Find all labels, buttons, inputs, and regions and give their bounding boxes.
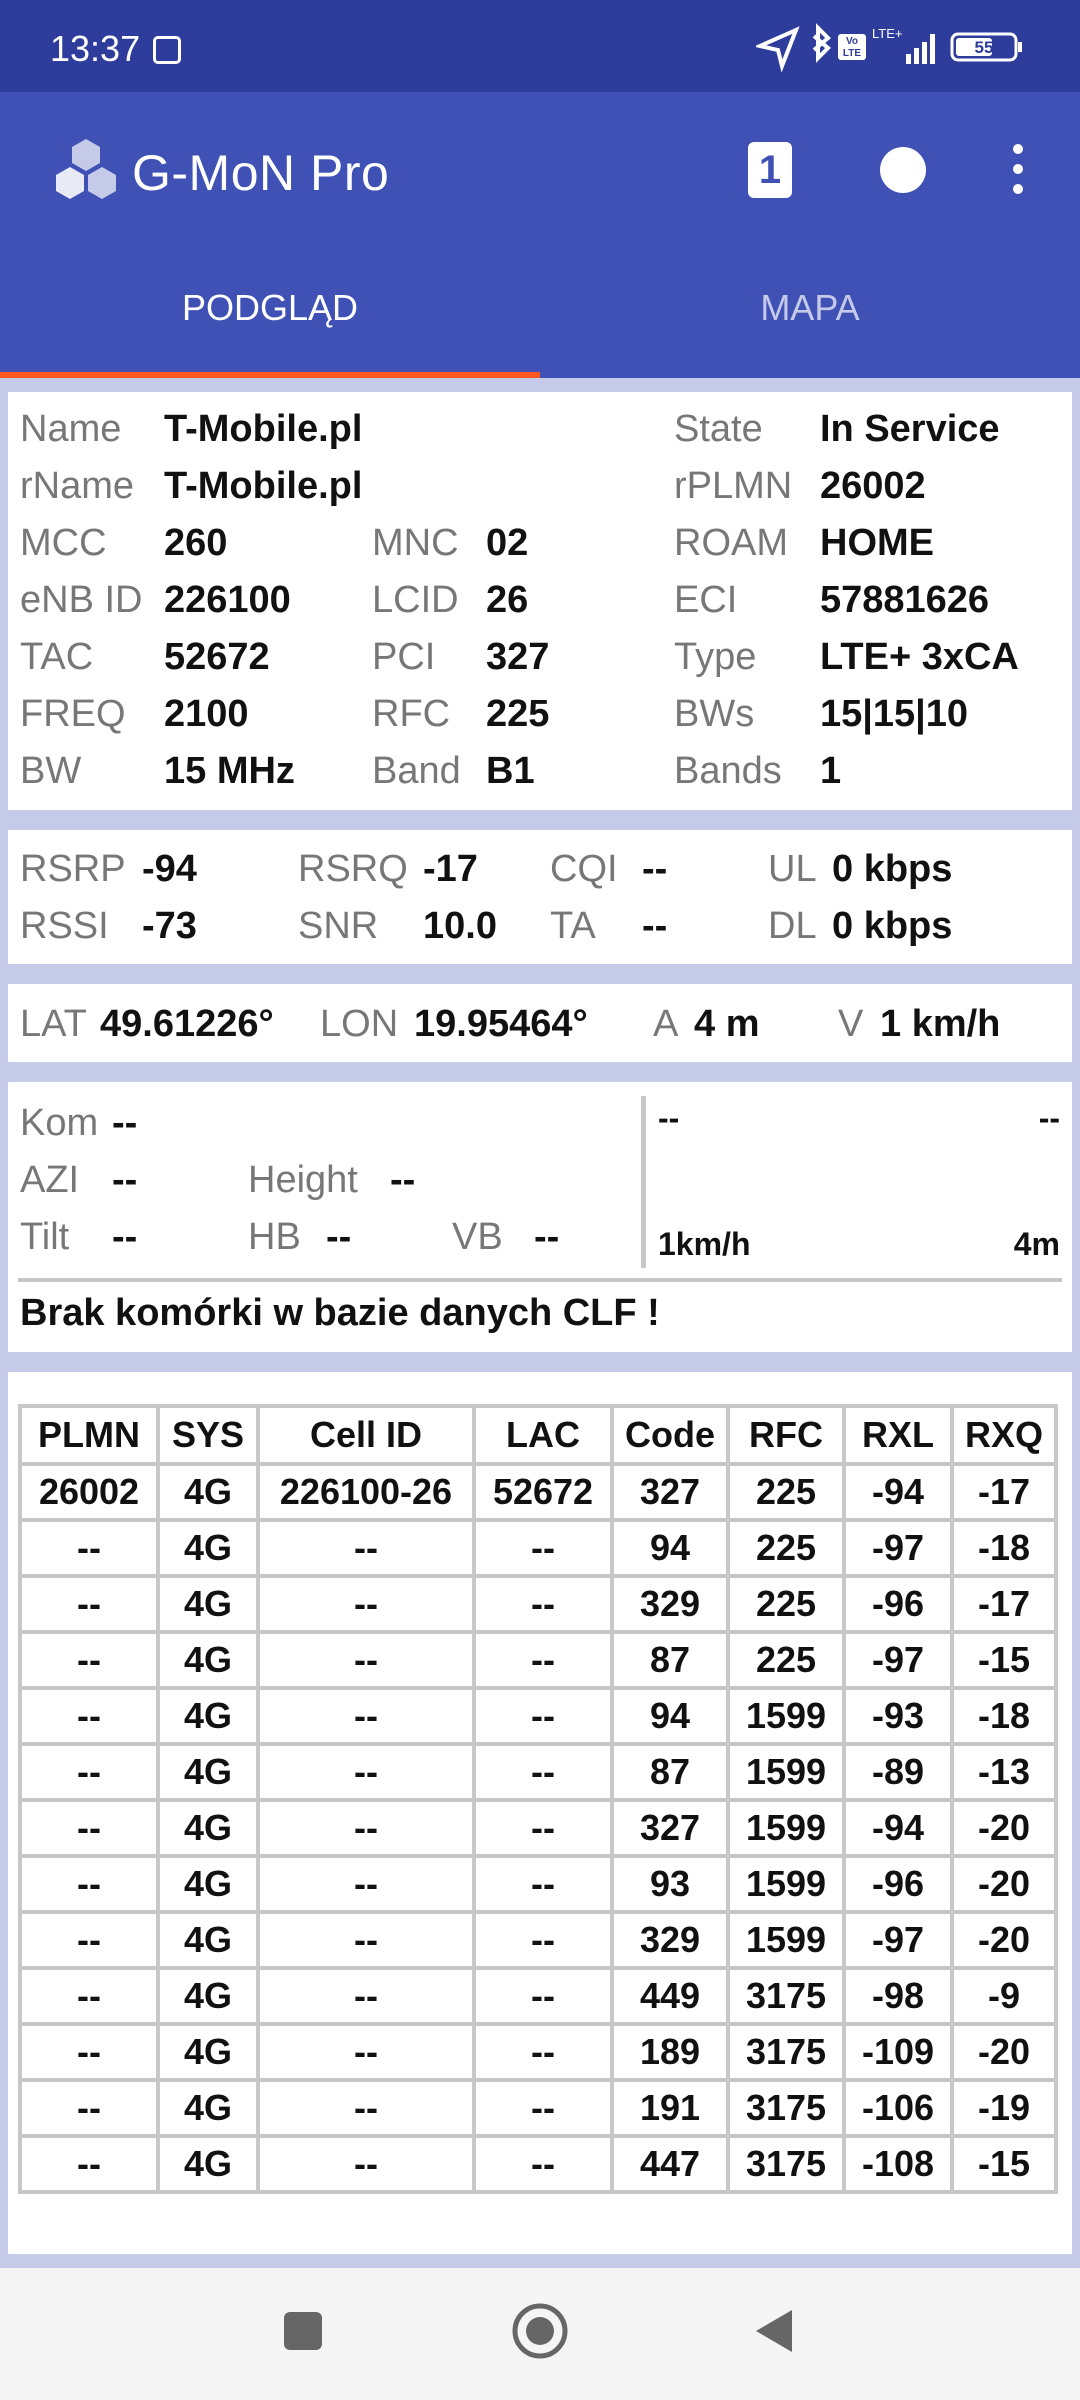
ta-label: TA (550, 905, 596, 947)
app-logo-icon (52, 137, 120, 205)
lat-value: 49.61226° (100, 1003, 274, 1045)
table-cell: -97 (844, 1912, 952, 1968)
cqi-value: -- (642, 848, 668, 890)
bands-value: 1 (820, 750, 842, 792)
table-cell: -- (474, 1576, 612, 1632)
col-sys: SYS (158, 1406, 258, 1464)
table-cell: -- (474, 1968, 612, 2024)
table-cell: -- (20, 2080, 158, 2136)
name-value: T-Mobile.pl (164, 408, 363, 450)
table-row (20, 1744, 1056, 1800)
band-value: B1 (486, 750, 535, 792)
bws-value: 15|15|10 (820, 693, 969, 735)
table-cell: 226100-26 (258, 1464, 474, 1520)
table-cell: -18 (952, 1688, 1056, 1744)
table-cell: -13 (952, 1744, 1056, 1800)
table-cell: -20 (952, 1800, 1056, 1856)
table-cell: -98 (844, 1968, 952, 2024)
table-cell: -97 (844, 1520, 952, 1576)
recents-icon[interactable] (284, 2312, 322, 2350)
table-row (20, 1688, 1056, 1744)
table-cell: -- (258, 1856, 474, 1912)
table-cell: 93 (612, 1856, 728, 1912)
tac-value: 52672 (164, 636, 270, 678)
state-label: State (674, 408, 763, 450)
table-cell: -- (474, 1912, 612, 1968)
mcc-label: MCC (20, 522, 107, 564)
col-cell-id: Cell ID (258, 1406, 474, 1464)
table-cell: 1599 (728, 1912, 844, 1968)
table-cell: 94 (612, 1520, 728, 1576)
table-cell: -- (20, 1856, 158, 1912)
table-cell: -17 (952, 1576, 1056, 1632)
table-cell: -- (258, 1520, 474, 1576)
col-rxq: RXQ (952, 1406, 1056, 1464)
lcid-value: 26 (486, 579, 529, 621)
col-plmn: PLMN (20, 1406, 158, 1464)
table-cell: -- (258, 1800, 474, 1856)
table-cell: -- (474, 2024, 612, 2080)
table-row (20, 1632, 1056, 1688)
bands-label: Bands (674, 750, 782, 792)
record-icon[interactable] (880, 147, 926, 193)
height-value: -- (390, 1159, 416, 1201)
table-cell: -109 (844, 2024, 952, 2080)
table-cell: 4G (158, 1744, 258, 1800)
table-cell: 4G (158, 1632, 258, 1688)
table-cell: -- (20, 2136, 158, 2192)
table-cell: 327 (612, 1464, 728, 1520)
table-cell: 1599 (728, 1800, 844, 1856)
rfc-value: 225 (486, 693, 550, 735)
svg-text:Vo: Vo (845, 36, 859, 47)
bw-value: 15 MHz (164, 750, 295, 792)
table-cell: -93 (844, 1688, 952, 1744)
ta-value: -- (642, 905, 668, 947)
neighbor-table (18, 1404, 1058, 2194)
table-cell: -- (20, 1800, 158, 1856)
eci-value: 57881626 (820, 579, 990, 621)
sim-select-icon[interactable]: 1 (748, 142, 792, 198)
azi-label: AZI (20, 1159, 80, 1201)
table-cell: -- (258, 1632, 474, 1688)
status-icons (756, 22, 1056, 72)
table-cell: 225 (728, 1464, 844, 1520)
table-cell: -- (474, 1632, 612, 1688)
table-cell: -- (258, 1912, 474, 1968)
table-cell: -- (20, 1632, 158, 1688)
dl-value: 0 kbps (832, 905, 953, 947)
app-title: G-MoN Pro (132, 145, 390, 201)
snr-label: SNR (298, 905, 379, 947)
table-cell: 329 (612, 1912, 728, 1968)
roam-value: HOME (820, 522, 934, 564)
height-label: Height (248, 1159, 358, 1201)
table-cell: -20 (952, 2024, 1056, 2080)
table-row (20, 1520, 1056, 1576)
table-cell: 1599 (728, 1856, 844, 1912)
table-cell: 4G (158, 2080, 258, 2136)
graph-top-left: -- (658, 1100, 680, 1136)
roam-label: ROAM (674, 522, 788, 564)
bws-label: BWs (674, 693, 755, 735)
speed-label: V (838, 1003, 864, 1045)
table-cell: -- (474, 1744, 612, 1800)
mnc-label: MNC (372, 522, 459, 564)
cqi-label: CQI (550, 848, 618, 890)
table-row (20, 1968, 1056, 2024)
table-row (20, 2080, 1056, 2136)
rplmn-value: 26002 (820, 465, 926, 507)
col-rfc: RFC (728, 1406, 844, 1464)
rssi-value: -73 (142, 905, 197, 947)
svg-text:LTE: LTE (842, 48, 862, 59)
table-cell: -17 (952, 1464, 1056, 1520)
table-row (20, 1464, 1056, 1520)
table-cell: 94 (612, 1688, 728, 1744)
dl-label: DL (768, 905, 817, 947)
pci-label: PCI (372, 636, 436, 678)
svg-text:LTE+: LTE+ (872, 26, 903, 41)
table-cell: 327 (612, 1800, 728, 1856)
rsrq-value: -17 (423, 848, 478, 890)
status-time: 13:37 (50, 28, 141, 69)
svg-text:55: 55 (974, 38, 994, 57)
col-lac: LAC (474, 1406, 612, 1464)
navigation-bar (0, 2268, 1080, 2400)
table-cell: 4G (158, 2136, 258, 2192)
table-cell: 225 (728, 1632, 844, 1688)
table-cell: 329 (612, 1576, 728, 1632)
location-card (8, 984, 1072, 1062)
table-cell: -89 (844, 1744, 952, 1800)
table-row (20, 1800, 1056, 1856)
table-cell: 4G (158, 1464, 258, 1520)
table-cell: -96 (844, 1576, 952, 1632)
table-cell: -- (20, 1576, 158, 1632)
kom-value: -- (112, 1102, 138, 1144)
lon-label: LON (320, 1003, 399, 1045)
table-cell: -94 (844, 1464, 952, 1520)
pci-value: 327 (486, 636, 550, 678)
lon-value: 19.95464° (414, 1003, 588, 1045)
table-cell: 3175 (728, 2080, 844, 2136)
table-cell: -- (258, 1688, 474, 1744)
mcc-value: 260 (164, 522, 228, 564)
table-cell: 4G (158, 1912, 258, 1968)
hb-value: -- (326, 1216, 352, 1258)
table-cell: 3175 (728, 2024, 844, 2080)
tab-mapa[interactable]: MAPA (760, 287, 860, 328)
name-label: Name (20, 408, 122, 450)
back-icon[interactable] (752, 2306, 796, 2356)
battery-icon (952, 34, 1022, 60)
tab-podglad[interactable]: PODGLĄD (181, 287, 359, 328)
tilt-value: -- (112, 1216, 138, 1258)
table-cell: -- (20, 2024, 158, 2080)
kom-label: Kom (20, 1102, 99, 1144)
rsrp-value: -94 (142, 848, 197, 890)
table-cell: 4G (158, 2024, 258, 2080)
table-cell: -19 (952, 2080, 1056, 2136)
table-cell: -- (20, 1688, 158, 1744)
table-cell: -108 (844, 2136, 952, 2192)
app-bar (0, 92, 1080, 378)
vb-value: -- (534, 1216, 560, 1258)
altitude-label: A (653, 1003, 679, 1045)
type-label: Type (674, 636, 757, 678)
location-icon (760, 30, 796, 66)
table-cell: -94 (844, 1800, 952, 1856)
table-cell: -- (474, 1800, 612, 1856)
hb-label: HB (248, 1216, 301, 1258)
freq-label: FREQ (20, 693, 126, 735)
table-cell: -- (474, 2080, 612, 2136)
table-cell: -- (258, 1968, 474, 2024)
table-cell: -- (258, 1576, 474, 1632)
tab-indicator (0, 372, 540, 378)
table-cell: 1599 (728, 1688, 844, 1744)
table-cell: -- (258, 2024, 474, 2080)
table-cell: 4G (158, 1520, 258, 1576)
home-icon[interactable] (510, 2301, 570, 2361)
table-cell: -- (258, 2136, 474, 2192)
eci-label: ECI (674, 579, 738, 621)
tilt-label: Tilt (20, 1216, 70, 1258)
table-cell: 4G (158, 1968, 258, 2024)
table-row (20, 2024, 1056, 2080)
table-cell: -- (20, 1744, 158, 1800)
table-cell: 225 (728, 1520, 844, 1576)
enb-value: 226100 (164, 579, 291, 621)
ul-label: UL (768, 848, 817, 890)
table-cell: -96 (844, 1856, 952, 1912)
freq-value: 2100 (164, 693, 249, 735)
ul-value: 0 kbps (832, 848, 953, 890)
table-cell: -- (258, 2080, 474, 2136)
table-cell: 191 (612, 2080, 728, 2136)
cell-info-card (8, 392, 1072, 810)
table-cell: 3175 (728, 1968, 844, 2024)
notification-icon (153, 36, 181, 64)
table-cell: -- (474, 1688, 612, 1744)
state-value: In Service (820, 408, 1000, 450)
table-cell: -- (258, 1744, 474, 1800)
table-cell: 26002 (20, 1464, 158, 1520)
table-row (20, 1912, 1056, 1968)
graph-bottom-right: 4m (1013, 1226, 1060, 1262)
table-cell: 449 (612, 1968, 728, 2024)
status-bar (0, 0, 1080, 92)
lat-label: LAT (20, 1003, 87, 1045)
speed-value: 1 km/h (880, 1003, 1001, 1045)
table-cell: -- (20, 1968, 158, 2024)
table-cell: 52672 (474, 1464, 612, 1520)
bw-label: BW (20, 750, 82, 792)
band-label: Band (372, 750, 461, 792)
rplmn-label: rPLMN (674, 465, 793, 507)
table-cell: -18 (952, 1520, 1056, 1576)
table-cell: 4G (158, 1688, 258, 1744)
table-cell: -15 (952, 1632, 1056, 1688)
graph-top-right: -- (1038, 1100, 1060, 1136)
table-row (20, 2136, 1056, 2192)
table-cell: -- (474, 2136, 612, 2192)
site-card (8, 1082, 1072, 1352)
azi-value: -- (112, 1159, 138, 1201)
table-cell: -106 (844, 2080, 952, 2136)
table-cell: -- (20, 1912, 158, 1968)
table-header (20, 1406, 1056, 1464)
bluetooth-icon (814, 28, 828, 58)
table-cell: 87 (612, 1632, 728, 1688)
vb-label: VB (452, 1216, 503, 1258)
signal-card (8, 830, 1072, 964)
lcid-label: LCID (372, 579, 459, 621)
snr-value: 10.0 (423, 905, 497, 947)
table-row (20, 1856, 1056, 1912)
rname-label: rName (20, 465, 135, 507)
rssi-label: RSSI (20, 905, 109, 947)
divider (18, 1278, 1062, 1282)
table-cell: 447 (612, 2136, 728, 2192)
table-cell: -15 (952, 2136, 1056, 2192)
signal-icon (906, 34, 935, 64)
table-cell: 87 (612, 1744, 728, 1800)
rname-value: T-Mobile.pl (164, 465, 363, 507)
enb-label: eNB ID (20, 579, 143, 621)
altitude-value: 4 m (694, 1003, 760, 1045)
graph-bottom-left: 1km/h (658, 1226, 751, 1262)
table-cell: 4G (158, 1856, 258, 1912)
table-cell: 189 (612, 2024, 728, 2080)
table-cell: -- (474, 1856, 612, 1912)
graph-divider (641, 1096, 646, 1268)
rfc-label: RFC (372, 693, 451, 735)
col-rxl: RXL (844, 1406, 952, 1464)
table-cell: -- (20, 1520, 158, 1576)
table-cell: 1599 (728, 1744, 844, 1800)
table-cell: -20 (952, 1856, 1056, 1912)
table-cell: -- (474, 1520, 612, 1576)
table-row (20, 1576, 1056, 1632)
rsrp-label: RSRP (20, 848, 126, 890)
table-cell: 3175 (728, 2136, 844, 2192)
type-value: LTE+ 3xCA (820, 636, 1019, 678)
table-cell: 225 (728, 1576, 844, 1632)
tac-label: TAC (20, 636, 94, 678)
clf-message: Brak komórki w bazie danych CLF ! (20, 1292, 660, 1334)
rsrq-label: RSRQ (298, 848, 408, 890)
table-cell: -20 (952, 1912, 1056, 1968)
table-cell: 4G (158, 1800, 258, 1856)
table-cell: -97 (844, 1632, 952, 1688)
table-cell: 4G (158, 1576, 258, 1632)
table-cell: -9 (952, 1968, 1056, 2024)
col-code: Code (612, 1406, 728, 1464)
overflow-menu-icon[interactable] (1006, 144, 1030, 200)
mnc-value: 02 (486, 522, 529, 564)
